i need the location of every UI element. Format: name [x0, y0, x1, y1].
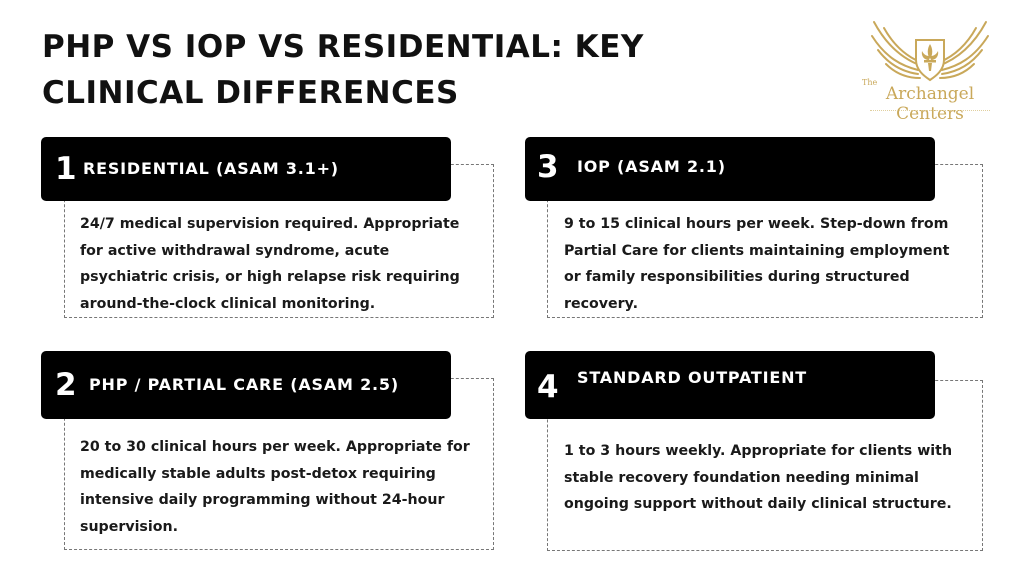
card-number: 4: [537, 369, 559, 405]
card-label: PHP / PARTIAL CARE (ASAM 2.5): [89, 375, 399, 394]
card-number: 3: [537, 149, 559, 185]
archangel-centers-logo: [850, 16, 1010, 124]
card-label: RESIDENTIAL (ASAM 3.1+): [83, 159, 339, 178]
logo-tagline-divider: [870, 110, 990, 113]
card-header: [525, 137, 935, 201]
card-text: 9 to 15 clinical hours per week. Step-down from Partial Care for clients maintaining employment or family responsibilities during structured recovery.: [564, 216, 950, 312]
card-text: 24/7 medical supervision required. Appropriate for active withdrawal syndrome, acute psychiatric crisis, or high relapse risk requiring around-the-clock clinical monitoring.: [80, 216, 460, 312]
card-text: 20 to 30 clinical hours per week. Appropriate for medically stable adults post-detox requiring intensive daily programming without 24-hour supervision.: [80, 439, 470, 535]
logo-small-text: The: [862, 78, 878, 87]
card-header: [41, 351, 451, 419]
page-title: PHP VS IOP VS RESIDENTIAL: KEY CLINICAL DIFFERENCES: [42, 29, 644, 111]
card-header: [41, 137, 451, 201]
card-number: 1: [55, 151, 77, 187]
card-header: [525, 351, 935, 419]
card-number: 2: [55, 367, 77, 403]
logo-wordmark: Archangel Centers: [885, 84, 975, 124]
card-label: IOP (ASAM 2.1): [577, 157, 726, 176]
card-label: STANDARD OUTPATIENT: [577, 368, 808, 387]
card-text: 1 to 3 hours weekly. Appropriate for clients with stable recovery foundation needing minimal ongoing support without daily clinical structure.: [564, 443, 953, 512]
